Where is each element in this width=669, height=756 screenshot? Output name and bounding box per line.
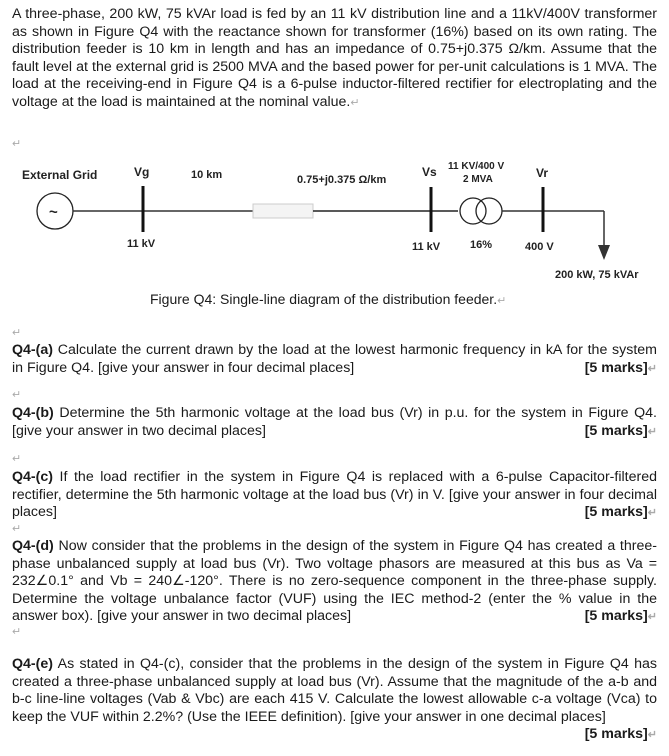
single-line-diagram xyxy=(0,150,669,290)
load-label: 200 kW, 75 kVAr xyxy=(555,269,639,281)
vr-label: Vr xyxy=(536,166,549,180)
question-id: Q4-(c) xyxy=(12,469,53,485)
line-length: 10 km xyxy=(191,169,223,181)
question-id: Q4-(a) xyxy=(12,342,53,358)
marks: [5 marks]↵ xyxy=(584,726,657,743)
question-text: Now consider that the problems in the design of the system in Figure Q4 has created a three-phase unbalanced supply at load bus (Vr). Two voltage phasors are measured at this bus as Va = 232∠0.1° and Vb = 240∠-120°. There is no zero-sequence component in the three-phase supply. Determine the voltage unbalance factor (VUF) using the IEC method-2 (enter the % value in the answer box). [give your answer in two decimal places] xyxy=(12,538,657,625)
question-q4b xyxy=(12,405,657,441)
question-q4c xyxy=(12,469,657,523)
figure-caption xyxy=(150,291,506,307)
impedance-label: 0.75+j0.375 Ω/km xyxy=(297,174,387,186)
transformer-mva: 2 MVA xyxy=(463,174,493,185)
marks: [5 marks]↵ xyxy=(584,422,657,439)
vg-label: Vg xyxy=(134,165,150,179)
question-text: Determine the 5th harmonic voltage at the load bus (Vr) in p.u. for the system in Figure Q4. [give your answer in two decimal places] xyxy=(12,405,657,439)
marks: [5 marks]↵ xyxy=(584,608,657,625)
vs-label: Vs xyxy=(422,165,437,179)
paragraph-mark: ↵ xyxy=(12,327,22,339)
transformer-reactance: 16% xyxy=(470,239,493,251)
transformer-rating: 11 KV/400 V xyxy=(448,161,505,172)
paragraph-mark: ↵ xyxy=(12,453,22,465)
vs-voltage: 11 kV xyxy=(412,241,441,253)
paragraph-mark: ↵ xyxy=(12,138,22,150)
intro-paragraph xyxy=(12,6,657,113)
question-q4e xyxy=(12,656,657,745)
paragraph-mark: ↵ xyxy=(12,523,22,535)
paragraph-mark: ↵ xyxy=(497,295,507,307)
marks: [5 marks]↵ xyxy=(584,504,657,521)
question-id: Q4-(d) xyxy=(12,538,54,554)
caption-text: Figure Q4: Single-line diagram of the distribution feeder. xyxy=(150,291,498,307)
question-text: If the load rectifier in the system in Figure Q4 is replaced with a 6-pulse Capacitor-filtered rectifier, determine the 5th harmonic voltage at the load bus (Vr) in V. [give your answer in four decimal places] xyxy=(12,469,657,521)
line-impedance-box xyxy=(253,204,313,218)
question-id: Q4-(e) xyxy=(12,656,53,672)
vg-voltage: 11 kV xyxy=(127,238,156,250)
paragraph-mark: ↵ xyxy=(12,626,22,638)
intro-text: A three-phase, 200 kW, 75 kVAr load is fed by an 11 kV distribution line and a 11kV/400V transformer as shown in Figure Q4 with the reactance shown for transformer (16%) based on its own rating. The distribution feeder is 10 km in length and has an impedance of 0.75+j0.375 Ω/km. Assume that the fault level at the external grid is 2500 MVA and the based power for per-unit calculations is 1 MVA. The load at the receiving-end in Figure Q4 is a 6-pulse inductor-filtered rectifier for electroplating and the voltage at the load is maintained at the nominal value. xyxy=(12,6,657,110)
question-text: As stated in Q4-(c), consider that the problems in the design of the system in Figure Q4 has created a three-phase unbalanced supply at load bus (Vr). Assume that the magnitude of the a-b and b-c line-line voltages (Vab & Vbc) are each 415 V. Calculate the lowest allowable c-a voltage (Vca) to keep the VUF within 2.2%? (Use the IEEE definition). [give your answer in one decimal places] xyxy=(12,656,657,725)
external-grid-label: External Grid xyxy=(22,168,98,182)
question-q4a xyxy=(12,342,657,378)
load-arrow-icon xyxy=(598,245,610,260)
paragraph-mark: ↵ xyxy=(12,389,22,401)
transformer-symbol xyxy=(460,198,486,224)
question-id: Q4-(b) xyxy=(12,405,54,421)
question-text: Calculate the current drawn by the load at the lowest harmonic frequency in kA for the system in Figure Q4. [give your answer in four decimal places] xyxy=(12,342,657,376)
marks: [5 marks]↵ xyxy=(584,359,657,376)
ac-source-icon: ~ xyxy=(49,204,58,221)
vr-voltage: 400 V xyxy=(525,241,554,253)
paragraph-mark: ↵ xyxy=(350,96,360,109)
question-q4d xyxy=(12,538,657,627)
